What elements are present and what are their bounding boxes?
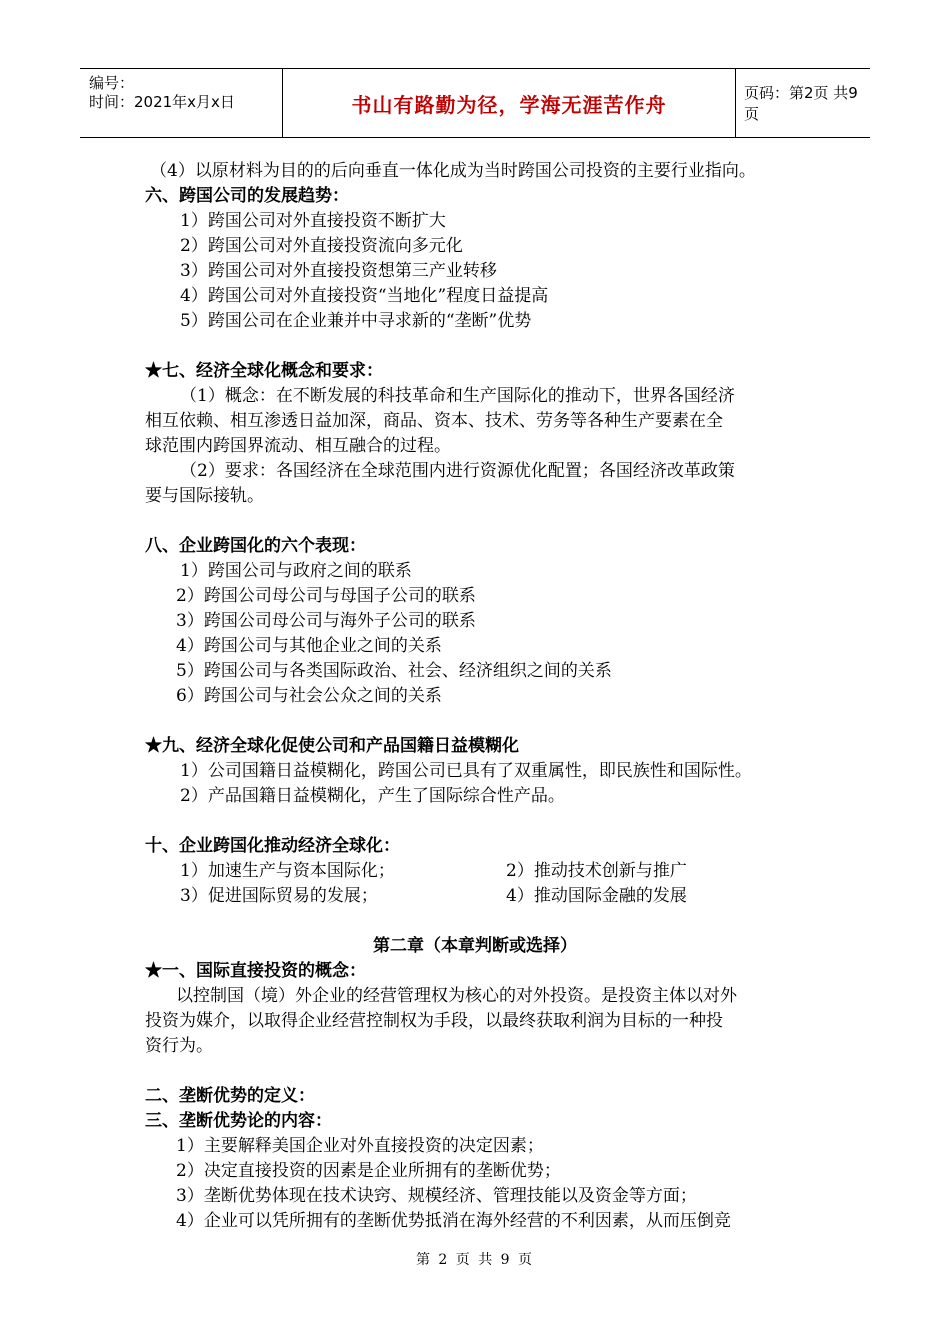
- paragraph-line: 资行为。: [145, 1036, 213, 1056]
- section-heading-9: ★九、经济全球化促使公司和产品国籍日益模糊化: [145, 736, 519, 756]
- paragraph-line: 投资为媒介，以取得企业经营控制权为手段，以最终获取利润为目标的一种投: [145, 1011, 723, 1031]
- page-info: 页码：第2页 共9页: [744, 84, 858, 123]
- list-item: 2）决定直接投资的因素是企业所拥有的垄断优势；: [176, 1161, 561, 1181]
- list-item: 1）跨国公司对外直接投资不断扩大: [180, 211, 446, 231]
- list-item: 4）跨国公司与其他企业之间的关系: [176, 636, 442, 656]
- list-item: 4）企业可以凭所拥有的垄断优势抵消在海外经营的不利因素，从而压倒竞: [176, 1211, 731, 1231]
- list-item: 3）跨国公司母公司与海外子公司的联系: [176, 611, 476, 631]
- header-left-cell: [80, 69, 282, 137]
- list-item: 4）跨国公司对外直接投资“当地化”程度日益提高: [180, 286, 549, 306]
- page-footer: 第 2 页 共 9 页: [415, 1252, 535, 1268]
- page-header: [80, 68, 870, 138]
- paragraph-line: （2）要求：各国经济在全球范围内进行资源优化配置；各国经济改革政策: [180, 461, 735, 481]
- paragraph-line: 相互依赖、相互渗透日益加深，商品、资本、技术、劳务等各种生产要素在全: [145, 411, 723, 431]
- section-heading-8: 八、企业跨国化的六个表现：: [145, 536, 366, 556]
- list-item: 5）跨国公司与各类国际政治、社会、经济组织之间的关系: [176, 661, 612, 681]
- list-item: 2）跨国公司母公司与母国子公司的联系: [176, 586, 476, 606]
- list-item: 1）主要解释美国企业对外直接投资的决定因素；: [176, 1136, 544, 1156]
- list-item: 3）跨国公司对外直接投资想第三产业转移: [180, 261, 497, 281]
- paragraph-line: 以控制国（境）外企业的经营管理权为核心的对外投资。是投资主体以对外: [176, 986, 737, 1006]
- list-item: 1）公司国籍日益模糊化，跨国公司已具有了双重属性，即民族性和国际性。: [180, 761, 752, 781]
- list-item: 2）推动技术创新与推广: [506, 861, 687, 881]
- number-label: 编号：: [89, 74, 135, 92]
- paragraph-line: （1）概念：在不断发展的科技革命和生产国际化的推动下，世界各国经济: [180, 386, 735, 406]
- section-heading-6: 六、跨国公司的发展趋势：: [145, 186, 349, 206]
- header-right-cell: [735, 69, 870, 137]
- section-heading-7: ★七、经济全球化概念和要求：: [145, 361, 383, 381]
- list-item: 1）跨国公司与政府之间的联系: [180, 561, 412, 581]
- list-item: 2）跨国公司对外直接投资流向多元化: [180, 236, 463, 256]
- list-item: 2）产品国籍日益模糊化，产生了国际综合性产品。: [180, 786, 565, 806]
- section-heading-10: 十、企业跨国化推动经济全球化：: [145, 836, 400, 856]
- list-item: 5）跨国公司在企业兼并中寻求新的“垄断”优势: [180, 311, 532, 331]
- list-item: 6）跨国公司与社会公众之间的关系: [176, 686, 442, 706]
- motto-text: 书山有路勤为径，学海无涯苦作舟: [351, 92, 667, 117]
- time-label: 时间：2021年x月x日: [89, 93, 235, 111]
- paragraph-line: （4）以原材料为目的的后向垂直一体化成为当时跨国公司投资的主要行业指向。: [150, 161, 756, 181]
- list-item: 3）促进国际贸易的发展；: [180, 886, 378, 906]
- header-motto-cell: [282, 69, 736, 137]
- chapter-title: 第二章（本章判断或选择）: [373, 936, 577, 956]
- section-heading-1: ★一、国际直接投资的概念：: [145, 961, 366, 981]
- section-heading-3: 三、垄断优势论的内容：: [145, 1111, 332, 1131]
- section-heading-2: 二、垄断优势的定义：: [145, 1086, 315, 1106]
- list-item: 3）垄断优势体现在技术诀窍、规模经济、管理技能以及资金等方面；: [176, 1186, 697, 1206]
- list-item: 4）推动国际金融的发展: [506, 886, 687, 906]
- paragraph-line: 要与国际接轨。: [145, 486, 264, 506]
- paragraph-line: 球范围内跨国界流动、相互融合的过程。: [145, 436, 451, 456]
- list-item: 1）加速生产与资本国际化；: [180, 861, 395, 881]
